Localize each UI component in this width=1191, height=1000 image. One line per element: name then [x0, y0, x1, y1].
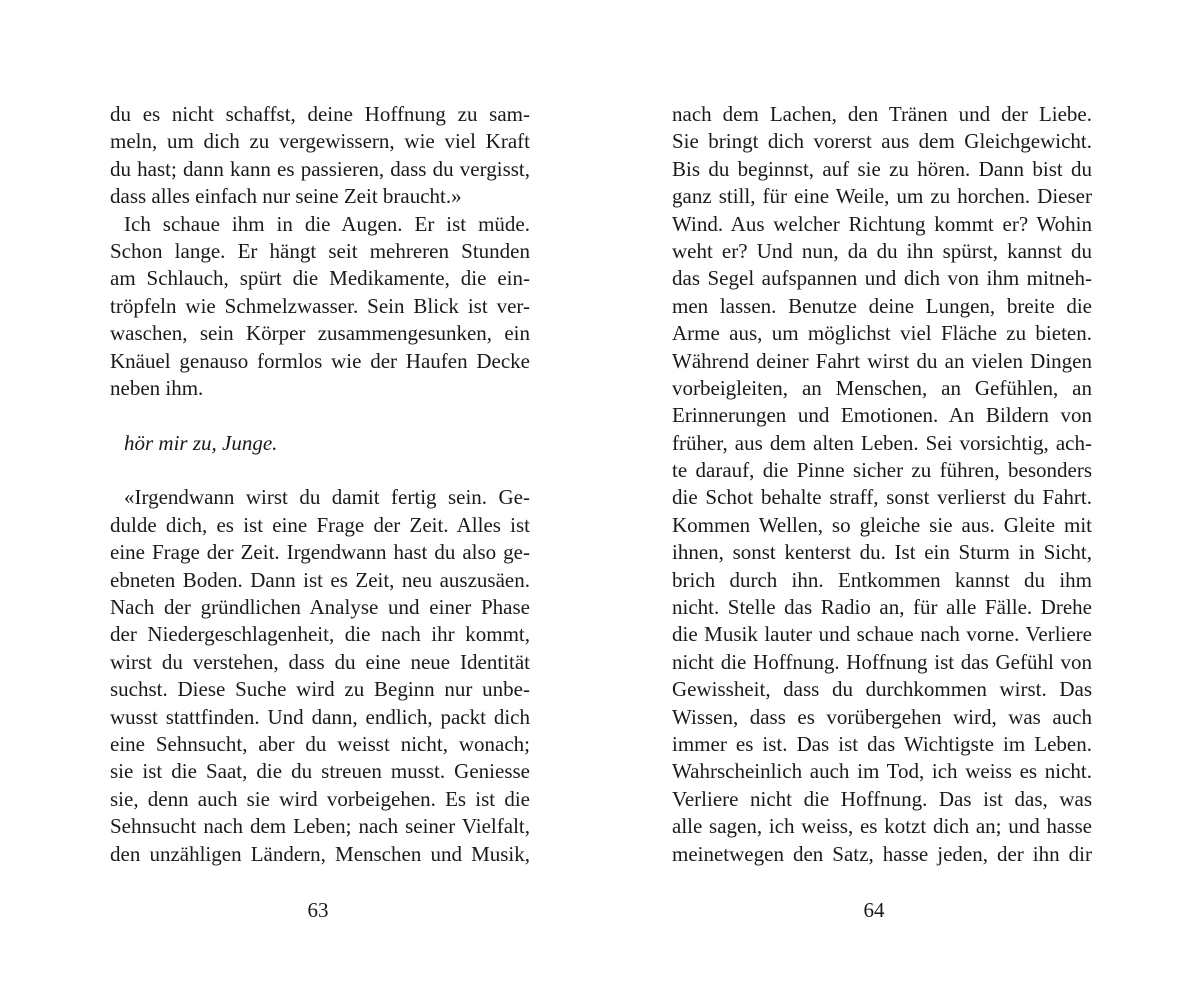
text-line: brich durch ihn. Entkommen kannst du ihm: [672, 567, 1092, 592]
paragraph-gap: [110, 457, 530, 484]
text-line: Erinnerungen und Emotionen. An Bildern von: [672, 403, 1092, 428]
text-line: Knäuel genauso formlos wie der Haufen Decke: [110, 348, 530, 373]
text-line: früher, aus dem alten Leben. Sei vorsichtig, ach-: [672, 430, 1092, 455]
text-line: du hast; dann kann es passieren, dass du vergisst,: [110, 156, 530, 181]
text-line: suchst. Diese Suche wird zu Beginn nur unbe-: [110, 677, 530, 702]
page-number: 63: [307, 898, 329, 922]
text-line: Wissen, dass es vorübergehen wird, was auch: [672, 704, 1092, 729]
right-page: [672, 0, 1092, 1000]
text-line: Verliere nicht die Hoffnung. Das ist das, was: [672, 786, 1092, 811]
text-line: Sie bringt dich vorerst aus dem Gleichgewicht.: [672, 129, 1092, 154]
text-line: den unzähligen Ländern, Menschen und Musik,: [110, 841, 530, 866]
text-line: Arme aus, um möglichst viel Fläche zu bieten.: [672, 321, 1092, 346]
text-line: waschen, sein Körper zusammengesunken, ein: [110, 321, 530, 346]
text-line: Wahrscheinlich auch im Tod, ich weiss es nicht.: [672, 759, 1092, 784]
text-line: «Irgendwann wirst du damit fertig sein. Ge-: [124, 485, 530, 510]
text-line: wusst stattfinden. Und dann, endlich, packt dich: [110, 704, 530, 729]
text-line: eine Frage der Zeit. Irgendwann hast du also ge-: [110, 540, 530, 565]
text-line: die Musik lauter und schaue nach vorne. Verliere: [672, 622, 1092, 647]
text-line: Gewissheit, dass du durchkommen wirst. Das: [672, 677, 1092, 702]
text-line: tröpfeln wie Schmelzwasser. Sein Blick ist ver-: [110, 293, 530, 318]
text-line: Sehnsucht nach dem Leben; nach seiner Vielfalt,: [110, 814, 530, 839]
right-page-text: [672, 101, 1092, 868]
text-line: Ich schaue ihm in die Augen. Er ist müde.: [124, 211, 530, 236]
text-line: die Schot behalte straff, sonst verlierst du Fahrt.: [672, 485, 1092, 510]
text-line: nicht. Stelle das Radio an, für alle Fälle. Drehe: [672, 595, 1092, 620]
text-line: nicht die Hoffnung. Hoffnung ist das Gefühl von: [672, 649, 1092, 674]
text-line: weht er? Und nun, da du ihn spürst, kannst du: [672, 238, 1092, 263]
text-line: ebneten Boden. Dann ist es Zeit, neu auszusäen.: [110, 567, 530, 592]
text-line: vorbeigleiten, an Menschen, an Gefühlen, an: [672, 375, 1092, 400]
text-line: Schon lange. Er hängt seit mehreren Stunden: [110, 238, 530, 263]
text-line: Kommen Wellen, so gleiche sie aus. Gleite mit: [672, 512, 1092, 537]
text-line: Wind. Aus welcher Richtung kommt er? Wohin: [672, 211, 1092, 236]
text-line: sie ist die Saat, die du streuen musst. Geniesse: [110, 759, 530, 784]
text-line: sie, denn auch sie wird vorbeigehen. Es ist die: [110, 786, 530, 811]
italic-text-line: hör mir zu, Junge.: [124, 430, 278, 455]
text-line: du es nicht schaffst, deine Hoffnung zu sam-: [110, 102, 530, 126]
text-line: das Segel aufspannen und dich von ihm mitneh-: [672, 266, 1092, 291]
text-line: dass alles einfach nur seine Zeit braucht.»: [110, 184, 462, 209]
text-line: meln, um dich zu vergewissern, wie viel Kraft: [110, 129, 530, 154]
page-number: 64: [863, 898, 885, 922]
text-line: immer es ist. Das ist das Wichtigste im Leben.: [672, 731, 1092, 756]
text-line: eine Sehnsucht, aber du weisst nicht, wonach;: [110, 731, 530, 756]
text-line: men lassen. Benutze deine Lungen, breite die: [672, 293, 1092, 318]
text-line: Bis du beginnst, auf sie zu hören. Dann bist du: [672, 156, 1092, 181]
text-line: neben ihm.: [110, 375, 204, 400]
text-line: nach dem Lachen, den Tränen und der Liebe.: [672, 102, 1092, 126]
text-line: wirst du verstehen, dass du eine neue Identität: [110, 649, 530, 674]
paragraph-gap: [110, 402, 530, 429]
left-page: [110, 0, 530, 1000]
text-line: ihnen, sonst kenterst du. Ist ein Sturm in Sicht,: [672, 540, 1092, 565]
text-line: am Schlauch, spürt die Medikamente, die ein-: [110, 266, 530, 291]
text-line: ganz still, für eine Weile, um zu horchen. Dieser: [672, 184, 1092, 209]
text-line: meinetwegen den Satz, hasse jeden, der ihn dir: [672, 841, 1092, 866]
text-line: dulde dich, es ist eine Frage der Zeit. Alles ist: [110, 512, 530, 537]
left-page-text: [110, 101, 530, 868]
text-line: te darauf, die Pinne sicher zu führen, besonders: [672, 458, 1092, 483]
text-line: Nach der gründlichen Analyse und einer Phase: [110, 595, 530, 620]
text-line: Während deiner Fahrt wirst du an vielen Dingen: [672, 348, 1092, 373]
text-line: alle sagen, ich weiss, es kotzt dich an; und hasse: [672, 814, 1092, 839]
text-line: der Niedergeschlagenheit, die nach ihr kommt,: [110, 622, 530, 647]
